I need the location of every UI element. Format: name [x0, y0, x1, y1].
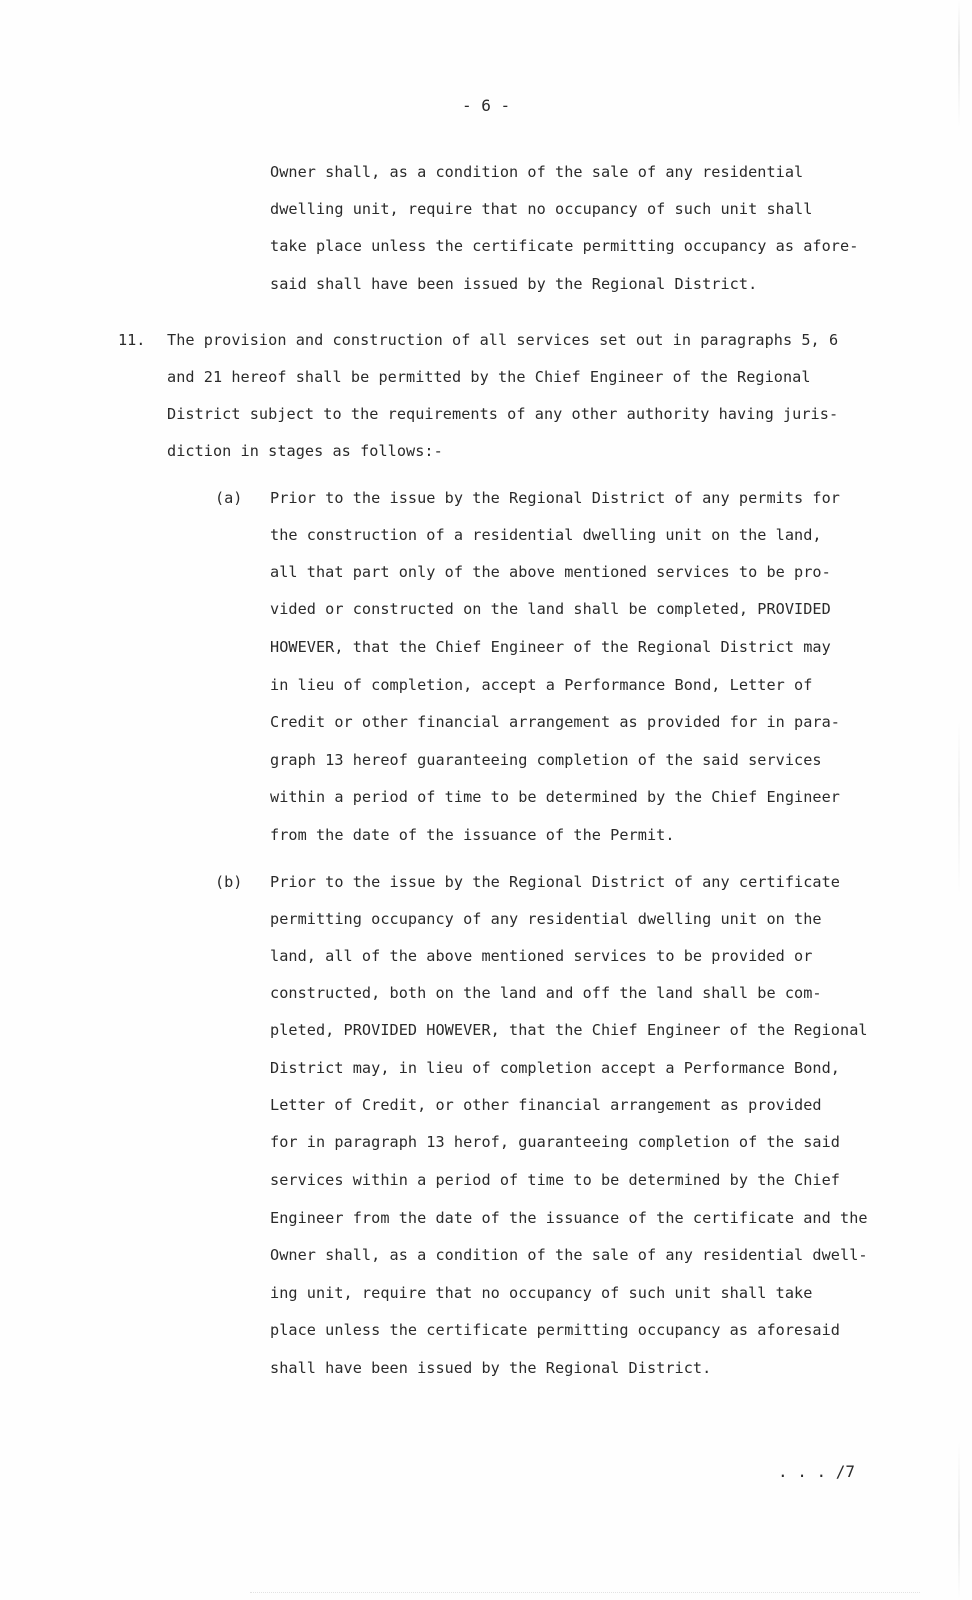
subparagraph-label: (b) — [215, 873, 243, 891]
subparagraph-line: Prior to the issue by the Regional District of any certificate — [270, 873, 841, 891]
subparagraph-line: graph 13 hereof guaranteeing completion of the said services — [270, 751, 822, 769]
opening-line: take place unless the certificate permitting occupancy as afore- — [270, 237, 859, 255]
subparagraph-line: Prior to the issue by the Regional District of any permits for — [270, 489, 841, 507]
subparagraph-line: District may, in lieu of completion accept a Performance Bond, — [270, 1059, 841, 1077]
subparagraph-line: constructed, both on the land and off the land shall be com- — [270, 984, 822, 1002]
subparagraph-line: for in paragraph 13 herof, guaranteeing completion of the said — [270, 1133, 841, 1151]
subparagraph-line: services within a period of time to be determined by the Chief — [270, 1171, 841, 1189]
subparagraph-line: shall have been issued by the Regional District. — [270, 1359, 712, 1377]
subparagraph-line: from the date of the issuance of the Permit. — [270, 826, 675, 844]
opening-line: dwelling unit, require that no occupancy of such unit shall — [270, 200, 813, 218]
subparagraph-line: land, all of the above mentioned services to be provided or — [270, 947, 813, 965]
opening-line: said shall have been issued by the Regional District. — [270, 275, 758, 293]
subparagraph-line: ing unit, require that no occupancy of such unit shall take — [270, 1284, 813, 1302]
paragraph-line: The provision and construction of all services set out in paragraphs 5, 6 — [167, 331, 839, 349]
subparagraph-line: pleted, PROVIDED HOWEVER, that the Chief Engineer of the Regional — [270, 1021, 868, 1039]
subparagraph-line: HOWEVER, that the Chief Engineer of the Regional District may — [270, 638, 831, 656]
subparagraph-line: vided or constructed on the land shall be completed, PROVIDED — [270, 600, 831, 618]
subparagraph-line: Engineer from the date of the issuance of the certificate and the — [270, 1209, 868, 1227]
subparagraph-line: all that part only of the above mentioned services to be pro- — [270, 563, 831, 581]
paragraph-line: District subject to the requirements of any other authority having juris- — [167, 405, 839, 423]
paragraph-line: and 21 hereof shall be permitted by the Chief Engineer of the Regional — [167, 368, 811, 386]
subparagraph-line: place unless the certificate permitting occupancy as aforesaid — [270, 1321, 841, 1339]
scan-edge-artifact — [958, 0, 960, 1600]
subparagraph-line: Letter of Credit, or other financial arrangement as provided — [270, 1096, 822, 1114]
subparagraph-line: within a period of time to be determined by the Chief Engineer — [270, 788, 841, 806]
paragraph-number: 11. — [118, 331, 146, 349]
page-number: - 6 - — [462, 96, 511, 115]
subparagraph-line: Owner shall, as a condition of the sale of any residential dwell- — [270, 1246, 868, 1264]
subparagraph-line: permitting occupancy of any residential dwelling unit on the — [270, 910, 822, 928]
scan-bottom-artifact — [250, 1592, 920, 1594]
subparagraph-line: in lieu of completion, accept a Performance Bond, Letter of — [270, 676, 813, 694]
subparagraph-line: Credit or other financial arrangement as provided for in para- — [270, 713, 841, 731]
subparagraph-line: the construction of a residential dwelling unit on the land, — [270, 526, 822, 544]
subparagraph-label: (a) — [215, 489, 243, 507]
opening-line: Owner shall, as a condition of the sale of any residential — [270, 163, 804, 181]
continuation-marker: . . . /7 — [778, 1462, 856, 1481]
paragraph-line: diction in stages as follows:- — [167, 442, 443, 460]
